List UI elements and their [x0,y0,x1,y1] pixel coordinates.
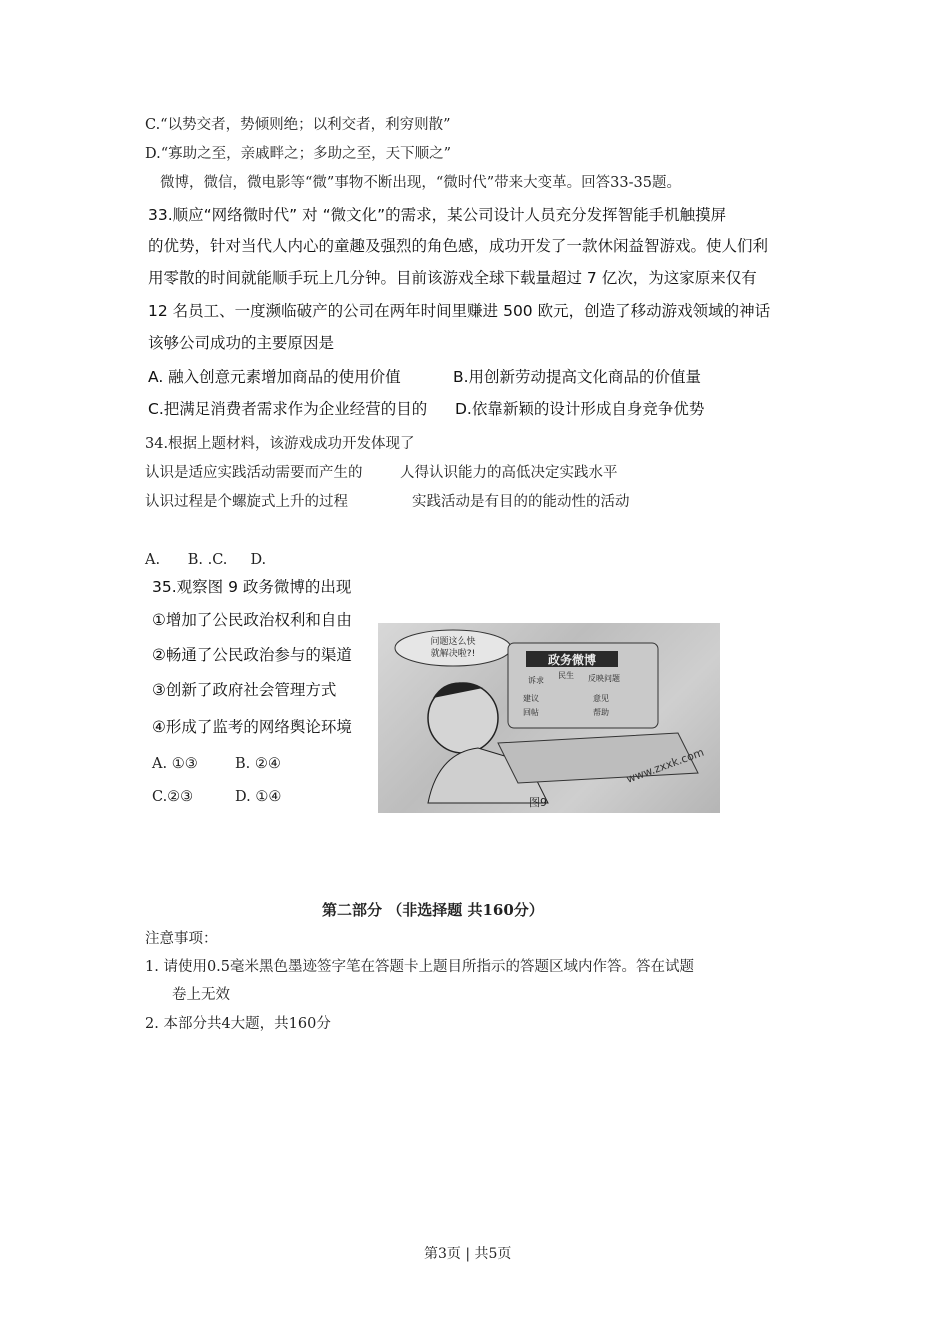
option-d: D.“寡助之至，亲戚畔之；多助之至，天下顺之” [145,146,452,162]
q33-option-c: C.把满足消费者需求作为企业经营的目的 [148,400,428,418]
q34-statement: 认识过程是个螺旋式上升的过程 [145,494,348,510]
q34-statement: 认识是适应实践活动需要而产生的 [145,465,363,481]
q35-statement: ②畅通了公民政治参与的渠道 [152,646,352,664]
q34-statement: 实践活动是有目的的能动性的活动 [412,494,630,510]
note-item: 2. 本部分共4大题，共160分 [145,1016,331,1032]
q33-option-d: D.依靠新颖的设计形成自身竞争优势 [455,400,705,418]
q33-line: 的优势，针对当代人内心的童趣及强烈的角色感，成功开发了一款休闲益智游戏。使人们利 [148,237,769,255]
q35-statement: ③创新了政府社会管理方式 [152,681,337,699]
note-item: 卷上无效 [172,987,230,1003]
q35-choice-a: A. ①③ [152,756,198,772]
q33-line: 该够公司成功的主要原因是 [148,334,335,352]
q34-choices: A. B. .C. D. [145,552,267,568]
q35-stem: 35.观察图 9 政务微博的出现 [152,578,352,596]
q33-line: 12 名员工、一度濒临破产的公司在两年时间里赚进 500 欧元，创造了移动游戏领域的神话 [148,302,771,320]
q35-statement: ④形成了监考的网络舆论环境 [152,718,352,736]
q35-choice-b: B. ②④ [235,756,281,772]
page-footer: 第3页 | 共5页 [424,1246,512,1262]
screen-item: 意见 [593,694,609,703]
notes-label: 注意事项： [145,931,218,947]
screen-item: 民生 [558,671,574,680]
part2-title: 第二部分 （非选择题 共160分） [322,901,544,919]
q33-line: 用零散的时间就能顺手玩上几分钟。目前该游戏全球下载量超过 7 亿次，为这家原来仅有 [148,269,757,287]
screen-item: 反映问题 [588,674,620,683]
q35-statement: ①增加了公民政治权利和自由 [152,611,352,629]
q34-stem: 34.根据上题材料，该游戏成功开发体现了 [145,436,415,452]
screen-title: 政务微博 [547,653,597,667]
q33-option-a: A. 融入创意元素增加商品的使用价值 [148,368,401,386]
q33-line: 33.顺应“网络微时代” 对 “微文化”的需求，某公司设计人员充分发挥智能手机触摸屏 [148,206,727,224]
q35-choice-d: D. ①④ [235,789,282,805]
screen-item: 建议 [523,694,539,703]
bubble-line: 就解决啦?! [430,649,476,659]
q34-statement: 人得认识能力的高低决定实践水平 [400,465,618,481]
figure-caption: 图9 [529,796,547,809]
q35-choice-c: C.②③ [152,789,194,805]
watermark: www.zxxk.com [624,745,706,786]
screen-item: 帮助 [593,708,609,717]
screen-item: 诉求 [528,676,544,685]
figure-9-cartoon [378,623,720,813]
note-item: 1. 请使用0.5毫米黑色墨迹签字笔在答题卡上题目所指示的答题区域内作答。答在试题 [145,959,695,975]
q33-option-b: B.用创新劳动提高文化商品的价值量 [453,368,702,386]
section-intro: 微博，微信，微电影等“微”事物不断出现，“微时代”带来大变革。回答33-35题。 [160,175,681,191]
bubble-line: 问题这么快 [430,637,476,647]
option-c: C.“以势交者，势倾则绝；以利交者，利穷则散” [145,117,451,133]
screen-item: 回帖 [523,708,539,717]
